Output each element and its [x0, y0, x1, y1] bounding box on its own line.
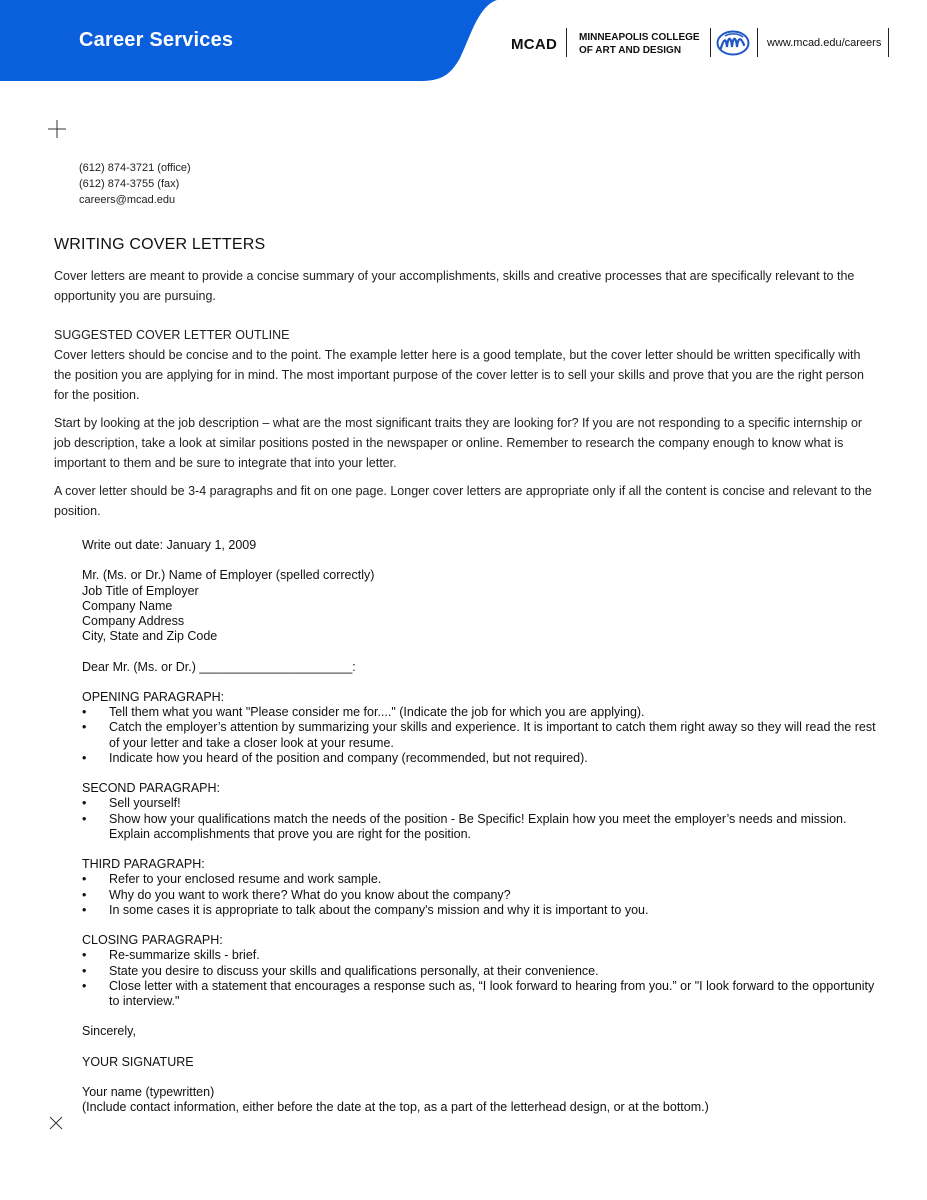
sign-off: Sincerely,: [82, 1024, 136, 1039]
fax-number: (612) 874-3755 (fax): [79, 178, 180, 190]
section-title: WRITING COVER LETTERS: [54, 236, 266, 253]
header-divider: [710, 28, 711, 57]
list-item: • Indicate how you heard of the position and company (recommended, but not required).: [82, 750, 588, 765]
bullet-icon: •: [82, 750, 87, 765]
list-item: • Tell them what you want "Please consider me for...." (Indicate the job for which you are applying).: [82, 705, 645, 720]
bullet-icon: •: [82, 887, 87, 902]
outline-text-1: Cover letters should be concise and to the point. The example letter here is a good template, but the cover letter should be written specifically with the position you are applying for in mind. The most important purpose of the cover letter is to sell your skills and prove that you are the right person for the position.: [54, 348, 864, 402]
list-item: • Sell yourself!: [82, 796, 181, 811]
opening-heading: OPENING PARAGRAPH:: [82, 689, 225, 704]
header-banner: [0, 0, 500, 82]
closing-heading: CLOSING PARAGRAPH:: [82, 933, 223, 948]
address-line: Job Title of Employer: [82, 583, 199, 598]
careers-url[interactable]: www.mcad.edu/careers: [767, 37, 882, 49]
letter-template: [82, 538, 882, 1116]
college-name-line1: MINNEAPOLIS COLLEGE: [579, 32, 700, 43]
list-item: • Catch the employer’s attention by summarizing your skills and experience. It is important to catch them right away so they will read the rest of your letter and take a closer look at your resume.: [82, 720, 876, 750]
third-list: [82, 872, 882, 918]
template-date: Write out date: January 1, 2009: [82, 538, 257, 552]
bullet-icon: •: [82, 811, 87, 826]
list-item: • Close letter with a statement that encourages a response such as, “I look forward to hearing from you.” or "I look forward to the opportunity to interview.": [82, 978, 875, 1008]
bullet-icon: •: [82, 705, 87, 720]
list-item: • In some cases it is appropriate to talk about the company's mission and why it is important to you.: [82, 902, 649, 917]
bullet-icon: •: [82, 720, 87, 735]
second-heading: SECOND PARAGRAPH:: [82, 781, 220, 796]
header-divider: [888, 28, 889, 57]
bullet-icon: •: [82, 872, 87, 887]
opening-list: [82, 705, 882, 766]
closing-list: [82, 948, 882, 1009]
header-divider: [757, 28, 758, 57]
college-name: [579, 31, 700, 57]
crop-mark-x-icon: [48, 1115, 64, 1131]
list-item: • Why do you want to work there? What do you know about the company?: [82, 887, 511, 902]
third-heading: THIRD PARAGRAPH:: [82, 857, 205, 872]
mcad-logo: MCAD: [511, 36, 558, 53]
contact-note: (Include contact information, either before the date at the top, as a part of the letterhead design, or at the bottom.): [82, 1100, 709, 1115]
outline-paragraph-2: Start by looking at the job description – what are the most significant traits they are looking for? If you are not responding to a specific internship or job description, take a look at similar positions posted in the newspaper or online. Remember to research the company enough to know what is important to them and be sure to integrate that into your letter.: [54, 416, 863, 470]
bullet-icon: •: [82, 963, 87, 978]
second-list: [82, 796, 882, 842]
office-phone: (612) 874-3721 (office): [79, 162, 191, 174]
header-divider: [566, 28, 567, 57]
bullet-icon: •: [82, 978, 87, 993]
crop-mark-plus-icon: [47, 119, 67, 139]
typed-name: Your name (typewritten): [82, 1085, 215, 1100]
page-title: Career Services: [79, 29, 234, 51]
banner-shape: [0, 0, 500, 82]
list-item: • State you desire to discuss your skills and qualifications personally, at their convenience.: [82, 963, 599, 978]
bullet-icon: •: [82, 948, 87, 963]
mcad-seal-icon: [716, 30, 750, 56]
intro-paragraph: Cover letters are meant to provide a concise summary of your accomplishments, skills and creative processes that are specifically relevant to the opportunity you are pursuing.: [54, 269, 855, 303]
outline-heading: SUGGESTED COVER LETTER OUTLINE: [54, 328, 290, 342]
contact-email[interactable]: careers@mcad.edu: [79, 194, 176, 206]
bullet-icon: •: [82, 796, 87, 811]
address-line: Mr. (Ms. or Dr.) Name of Employer (spelled correctly): [82, 568, 375, 583]
outline-paragraph-1: [54, 325, 880, 405]
signature-placeholder: YOUR SIGNATURE: [82, 1054, 194, 1069]
outline-paragraph-3: A cover letter should be 3-4 paragraphs and fit on one page. Longer cover letters are appropriate only if all the content is concise and relevant to the position.: [54, 484, 872, 518]
list-item: • Refer to your enclosed resume and work sample.: [82, 872, 382, 887]
bullet-icon: •: [82, 902, 87, 917]
contact-info: [79, 160, 191, 208]
address-line: City, State and Zip Code: [82, 629, 218, 644]
address-line: Company Address: [82, 614, 185, 628]
college-name-line2: OF ART AND DESIGN: [579, 45, 682, 56]
list-item: • Re-summarize skills - brief.: [82, 948, 260, 963]
address-line: Company Name: [82, 598, 173, 613]
list-item: • Show how your qualifications match the needs of the position - Be Specific! Explain how you meet the employer’s needs and mission. Explain accomplishments that prove you are right for the position.: [82, 811, 847, 841]
salutation: Dear Mr. (Ms. or Dr.) ______________________:: [82, 659, 356, 674]
